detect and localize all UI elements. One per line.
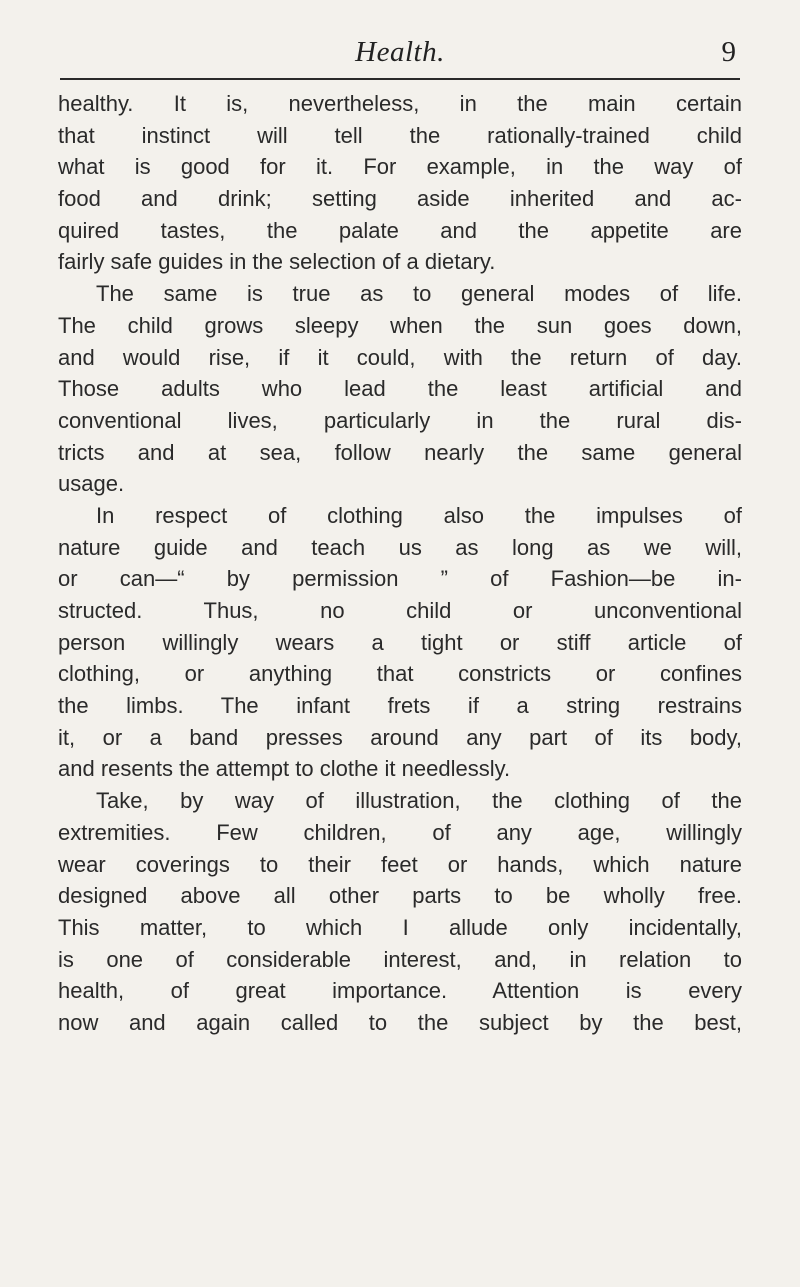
text-line: that instinct will tell the rationally-trained child	[58, 122, 742, 148]
running-title: Health.	[355, 36, 445, 68]
text-line: health, of great importance. Attention is every	[58, 978, 742, 1004]
text-line: Those adults who lead the least artificial and	[58, 376, 742, 402]
text-line: tricts and at sea, follow nearly the same general	[58, 439, 742, 465]
text-line: the limbs. The infant frets if a string restrains	[58, 693, 742, 719]
text-line: now and again called to the subject by the best,	[58, 1009, 742, 1035]
text-line: is one of considerable interest, and, in relation to	[58, 946, 742, 972]
text-line: healthy. It is, nevertheless, in the main certain	[58, 91, 742, 116]
text-line: it, or a band presses around any part of its body,	[58, 724, 742, 750]
body-text	[58, 88, 742, 1039]
running-head	[60, 36, 740, 76]
text-line: nature guide and teach us as long as we will,	[58, 534, 742, 560]
text-line: what is good for it. For example, in the way of	[58, 154, 742, 180]
text-line: designed above all other parts to be wholly free.	[58, 883, 742, 909]
text-line: quired tastes, the palate and the appetite are	[58, 217, 742, 243]
text-line: The same is true as to general modes of life.	[96, 281, 742, 307]
text-line: and resents the attempt to clothe it needlessly.	[58, 756, 511, 782]
text-line: clothing, or anything that constricts or confines	[58, 661, 742, 687]
text-line: person willingly wears a tight or stiff article of	[58, 629, 742, 655]
text-line: This matter, to which I allude only incidentally,	[58, 914, 742, 940]
text-line: The child grows sleepy when the sun goes down,	[58, 312, 742, 338]
text-line: In respect of clothing also the impulses of	[96, 502, 742, 528]
text-line: conventional lives, particularly in the rural dis-	[58, 407, 742, 433]
header-rule	[60, 78, 740, 80]
page-number: 9	[721, 36, 736, 68]
text-line: usage.	[58, 471, 125, 497]
text-line: extremities. Few children, of any age, willingly	[58, 819, 742, 845]
text-line: fairly safe guides in the selection of a dietary.	[58, 249, 496, 275]
text-line: and would rise, if it could, with the return of day.	[58, 344, 742, 370]
text-line: food and drink; setting aside inherited and ac-	[58, 186, 742, 212]
text-line: Take, by way of illustration, the clothing of the	[96, 788, 742, 814]
text-line: structed. Thus, no child or unconventional	[58, 598, 742, 623]
text-line: wear coverings to their feet or hands, which nature	[58, 851, 742, 877]
text-line: or can—“ by permission ” of Fashion—be in-	[58, 566, 742, 592]
